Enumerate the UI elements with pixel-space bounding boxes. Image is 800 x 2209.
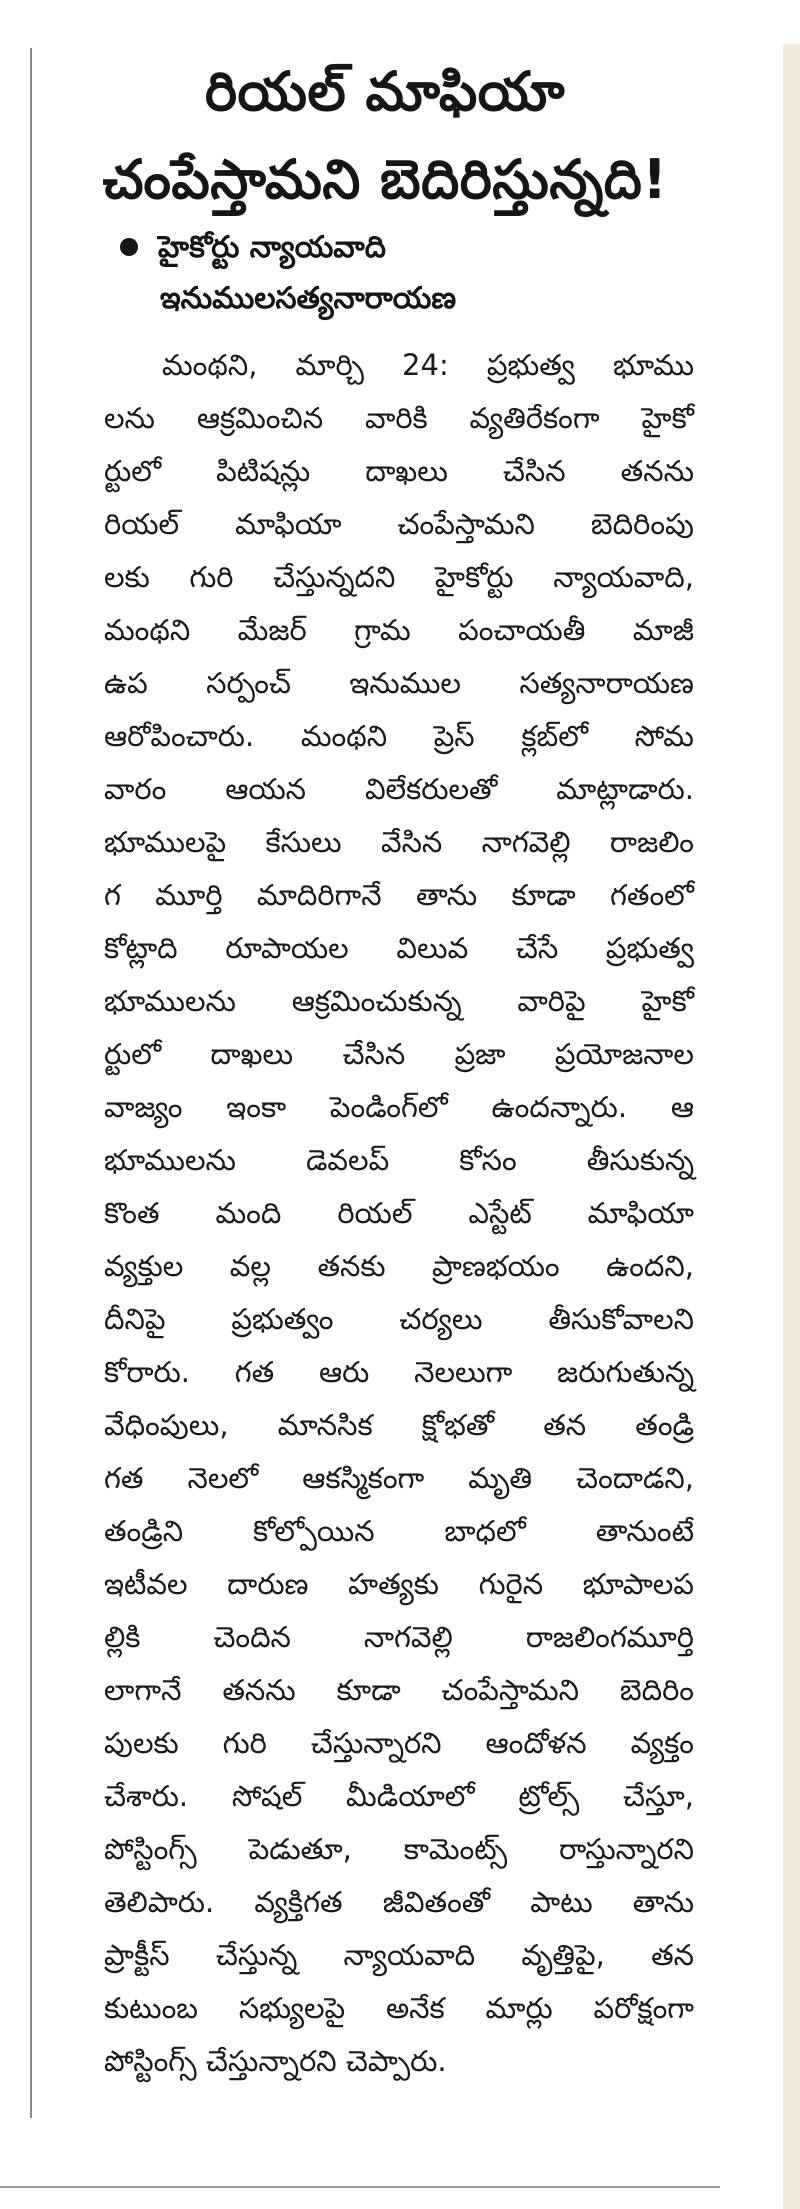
body-line: పోస్టింగ్స్ చేస్తున్నారని చెప్పారు.: [104, 2044, 447, 2078]
bottom-rule: [0, 2186, 720, 2188]
body-line: ప్రాక్టీస్ చేస్తున్న న్యాయవాది వృత్తిపై, తన: [104, 1938, 694, 1972]
body-line: పులకు గురి చేస్తున్నారని ఆందోళన వ్యక్తం: [104, 1726, 694, 1760]
body-line: భూములను ఆక్రమించుకున్న వారిపై హైకో: [104, 984, 694, 1018]
body-line: మంథని మేజర్ గ్రామ పంచాయతీ మాజీ: [104, 613, 694, 647]
body-line: తెలిపారు. వ్యక్తిగత జీవితంతో పాటు తాను: [104, 1885, 694, 1919]
left-column-rule: [30, 48, 32, 2118]
body-line: కోట్లాది రూపాయల విలువ చేసే ప్రభుత్వ: [104, 931, 694, 965]
body-line: లను ఆక్రమించిన వారికి వ్యతిరేకంగా హైకో: [104, 401, 694, 435]
body-line: ఆరోపించారు. మంథని ప్రెస్ క్లబ్‌లో సోమ: [104, 719, 694, 753]
body-line: వారం ఆయన విలేకరులతో మాట్లాడారు.: [104, 772, 694, 806]
body-line: మంథని, మార్చి 24: ప్రభుత్వ భూము: [162, 348, 694, 382]
body-line: వ్యక్తుల వల్ల తనకు ప్రాణభయం ఉందని,: [104, 1249, 694, 1283]
body-line: వేధింపులు, మానసిక క్షోభతో తన తండ్రి: [104, 1408, 694, 1442]
subhead-line-1: హైకోర్టు న్యాయవాది: [158, 230, 386, 265]
body-line: కొంత మంది రియల్ ఎస్టేట్ మాఫియా: [104, 1196, 694, 1230]
body-line: చేశారు. సోషల్ మీడియాలో ట్రోల్స్ చేస్తూ,: [104, 1779, 694, 1813]
adjacent-column-edge: [783, 44, 800, 2209]
body-line: తండ్రిని కోల్పోయిన బాధలో తానుంటే: [104, 1514, 694, 1548]
body-line: భూములపై కేసులు వేసిన నాగవెల్లి రాజలిం: [104, 825, 694, 859]
article-body: [104, 339, 694, 2088]
body-line: గ మూర్తి మాదిరిగానే తాను కూడా గతంలో: [104, 878, 694, 912]
body-line: పోస్టింగ్స్ పెడుతూ, కామెంట్స్ రాస్తున్నారని: [104, 1832, 694, 1866]
body-line: ర్టులో పిటిషన్లు దాఖలు చేసిన తనను: [104, 454, 694, 488]
body-line: రియల్ మాఫియా చంపేస్తామని బెదిరింపు: [104, 507, 694, 541]
bullet-icon: [120, 238, 138, 256]
subhead-line-2: ఇనుములసత్యనారాయణ: [160, 281, 457, 316]
body-line: లకు గురి చేస్తున్నదని హైకోర్టు న్యాయవాది,: [104, 560, 694, 594]
body-line: భూములను డెవలప్ కోసం తీసుకున్న: [104, 1143, 694, 1177]
body-line: వాజ్యం ఇంకా పెండింగ్‌లో ఉందన్నారు. ఆ: [104, 1090, 694, 1124]
body-line: దీనిపై ప్రభుత్వం చర్యలు తీసుకోవాలని: [104, 1302, 694, 1336]
body-line: ఇటీవల దారుణ హత్యకు గురైన భూపాలప: [104, 1567, 694, 1601]
body-line: ఉప సర్పంచ్ ఇనుముల సత్యనారాయణ: [104, 666, 694, 700]
body-line: ర్టులో దాఖలు చేసిన ప్రజా ప్రయోజనాల: [104, 1037, 694, 1071]
body-line: లాగానే తనను కూడా చంపేస్తామని బెదిరిం: [104, 1673, 694, 1707]
body-line: కుటుంబ సభ్యులపై అనేక మార్లు పరోక్షంగా: [104, 1991, 694, 2025]
headline-line-2: చంపేస్తామని బెదిరిస్తున్నది!: [102, 148, 668, 211]
body-line: గత నెలలో ఆకస్మికంగా మృతి చెందాడని,: [104, 1461, 694, 1495]
body-line: కోరారు. గత ఆరు నెలలుగా జరుగుతున్న: [104, 1355, 694, 1389]
body-line: ల్లికి చెందిన నాగవెల్లి రాజలింగమూర్తి: [104, 1620, 694, 1654]
headline-line-1: రియల్ మాఫియా: [204, 60, 565, 123]
